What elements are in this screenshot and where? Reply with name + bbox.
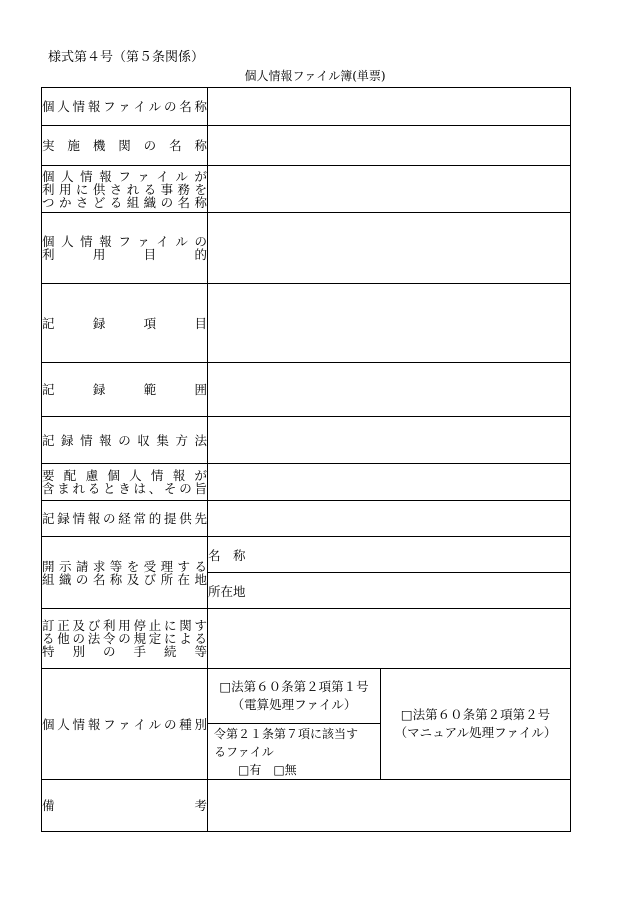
disclosure-address-field[interactable]: [208, 573, 571, 609]
row-provision: [42, 501, 571, 537]
label-org: 個人情報ファイルが 利用に供される事務を つかさどる組織の名称: [42, 166, 208, 213]
label-collection: 記録情報の収集方法: [42, 417, 208, 464]
disclosure-address-label: 所在地: [208, 583, 246, 599]
row-remarks: [42, 780, 571, 832]
document-title: 個人情報ファイル簿(単票): [244, 69, 386, 83]
disclosure-name-field[interactable]: [208, 537, 571, 573]
label-agency: 実施機関の名称: [42, 126, 208, 166]
label-purpose: 個人情報ファイルの 利用目的: [42, 213, 208, 284]
file-type-electronic-line1: □法第６０条第２項第１号: [219, 679, 369, 694]
row-purpose: [42, 213, 571, 284]
file-type-manual[interactable]: [381, 669, 571, 780]
value-collection[interactable]: [208, 417, 571, 464]
value-purpose[interactable]: [208, 213, 571, 284]
value-agency[interactable]: [208, 126, 571, 166]
row-org: [42, 166, 571, 213]
row-agency: [42, 126, 571, 166]
file-type-electronic-line2: （電算処理ファイル）: [231, 697, 357, 712]
value-file-name[interactable]: [208, 88, 571, 126]
label-file-type: 個人情報ファイルの種別: [42, 669, 208, 780]
label-provision: 記録情報の経常的提供先: [42, 501, 208, 537]
label-record-items: 記録項目: [42, 284, 208, 363]
file-type-exemption[interactable]: [208, 724, 381, 780]
file-register-table: [41, 87, 571, 832]
value-special[interactable]: [208, 609, 571, 669]
label-special: 訂正及び利用停止に関す る他の法令の規定による 特別の手続等: [42, 609, 208, 669]
exemption-line2: るファイル: [214, 744, 274, 759]
label-file-name: 個人情報ファイルの名称: [42, 88, 208, 126]
row-collection: [42, 417, 571, 464]
exemption-line1: 令第２１条第７項に該当す: [214, 726, 359, 741]
row-disclosure-name: [42, 537, 571, 573]
row-record-items: [42, 284, 571, 363]
row-record-scope: [42, 363, 571, 417]
exemption-choice[interactable]: □有 □無: [238, 762, 297, 777]
label-record-scope: 記録範囲: [42, 363, 208, 417]
file-type-manual-line1: □法第６０条第２項第２号: [400, 707, 551, 722]
file-type-manual-line2: （マニュアル処理ファイル）: [394, 725, 557, 740]
label-sensitive: 要配慮個人情報が 含まれるときは、その旨: [42, 464, 208, 501]
file-type-electronic[interactable]: [208, 669, 381, 724]
label-remarks: 備考: [42, 780, 208, 832]
row-file-name: [42, 88, 571, 126]
disclosure-name-label: 名 称: [208, 547, 246, 563]
value-remarks[interactable]: [208, 780, 571, 832]
row-special: [42, 609, 571, 669]
value-record-items[interactable]: [208, 284, 571, 363]
row-file-type-1: [42, 669, 571, 724]
value-sensitive[interactable]: [208, 464, 571, 501]
row-sensitive: [42, 464, 571, 501]
value-provision[interactable]: [208, 501, 571, 537]
value-org[interactable]: [208, 166, 571, 213]
form-reference: 様式第４号（第５条関係）: [48, 50, 205, 65]
value-record-scope[interactable]: [208, 363, 571, 417]
label-disclosure-org: 開示請求等を受理する 組織の名称及び所在地: [42, 537, 208, 609]
